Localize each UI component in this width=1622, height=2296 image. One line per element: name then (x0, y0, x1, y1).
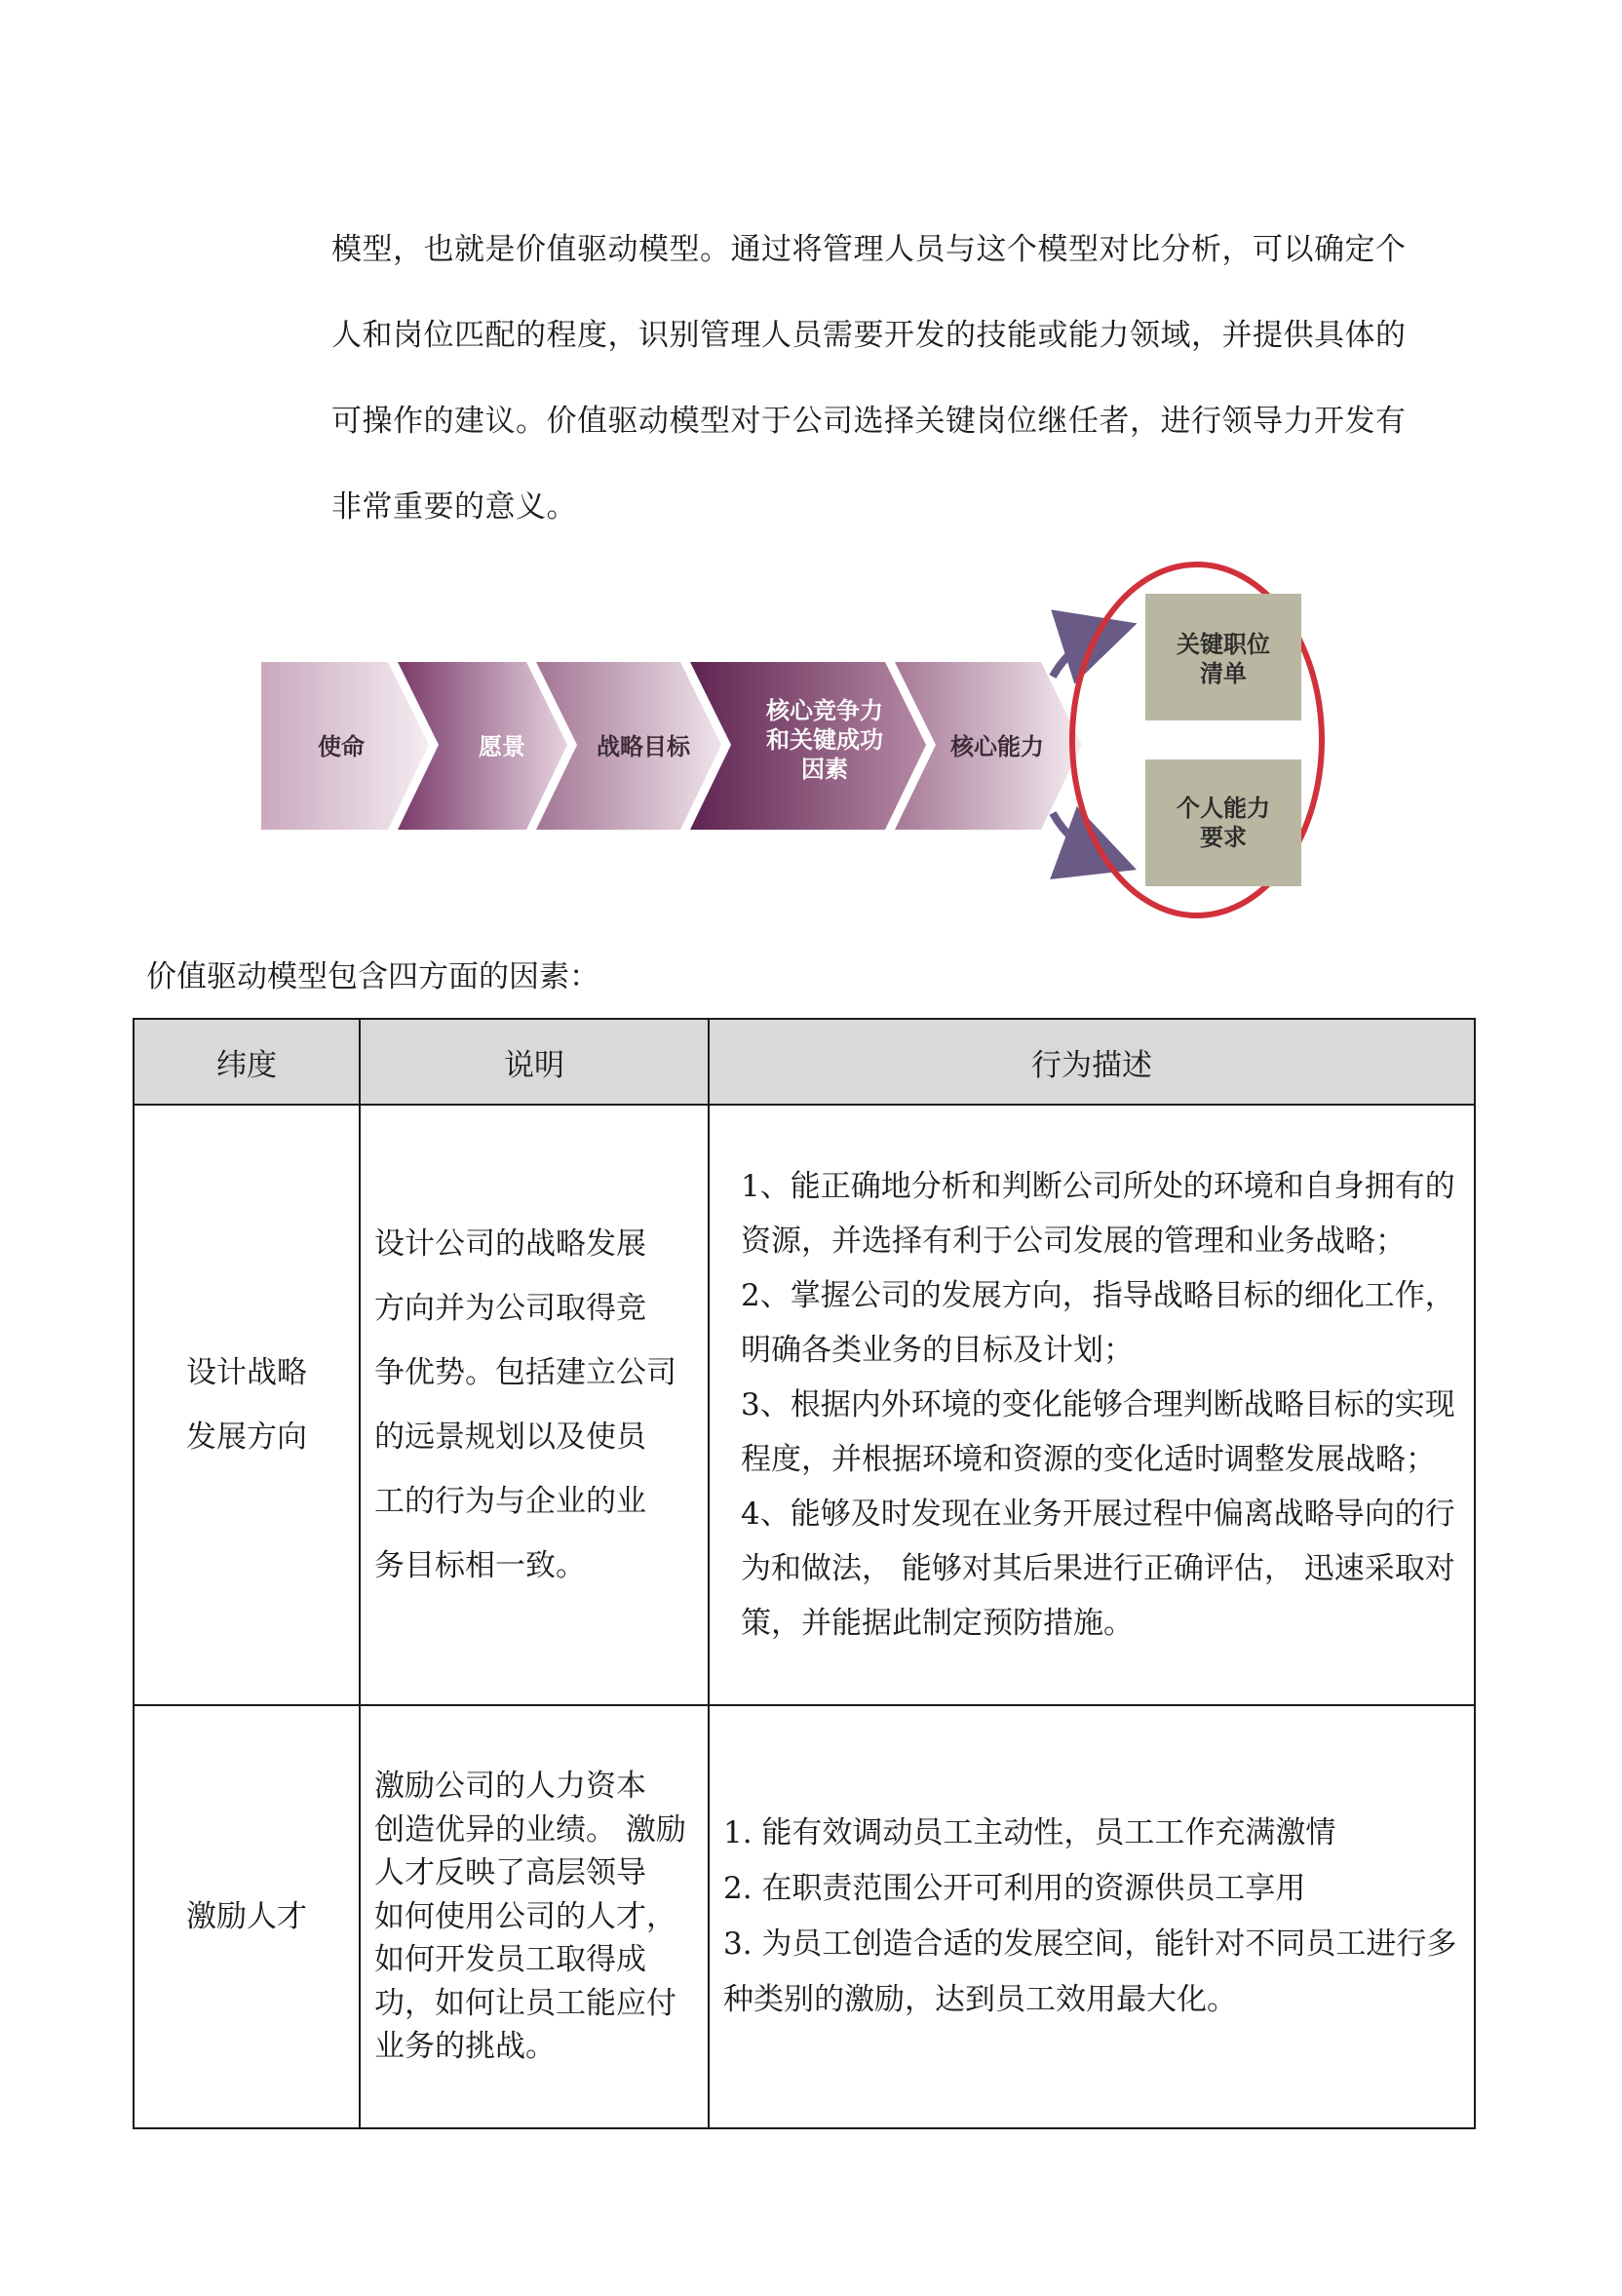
description-line: 激励公司的人力资本 (374, 1769, 646, 1805)
stage-label-2: 愿景 (479, 733, 525, 760)
paragraph-line: 人和岗位匹配的程度，识别管理人员需要开发的技能或能力领域，并提供具体的 (331, 318, 1407, 353)
header-description: 说明 (360, 1019, 709, 1105)
header-dimension: 纬度 (134, 1019, 360, 1105)
label-line: 和关键成功 (766, 726, 883, 754)
dimension-line: 发展方向 (186, 1420, 307, 1455)
table-row (134, 1705, 1475, 2128)
description-line: 方向并为公司取得竞 (374, 1291, 646, 1326)
diagram-canvas (261, 555, 1374, 919)
label-line: 核心竞争力 (766, 697, 883, 724)
label-line: 关键职位 (1177, 631, 1270, 658)
behavior-item: 3、根据内外环境的变化能够合理判断战略目标的实现程度，并根据环境和资源的变化适时调整发展战略； (741, 1387, 1455, 1477)
behavior-item: 2. 在职责范围公开可利用的资源供员工享用 (723, 1871, 1306, 1906)
stage-label-3: 战略目标 (597, 733, 690, 760)
description-line: 工的行为与企业的业 (374, 1484, 646, 1519)
behavior-item: 4、能够及时发现在业务开展过程中偏离战略导向的行为和做法， 能够对其后果进行正确评估， 迅速采取对策，并能据此制定预防措施。 (741, 1497, 1455, 1641)
behavior-cell (709, 1705, 1475, 2128)
stage-label-5: 核心能力 (950, 733, 1044, 760)
table-header-row (134, 1019, 1475, 1105)
table-caption: 价值驱动模型包含四方面的因素： (146, 959, 599, 994)
paragraph-line: 非常重要的意义。 (331, 489, 577, 525)
paragraph-line: 模型，也就是价值驱动模型。通过将管理人员与这个模型对比分析，可以确定个 (331, 232, 1407, 267)
label-line: 清单 (1200, 660, 1247, 687)
description-line: 如何使用公司的人才， (374, 1898, 676, 1934)
description-line: 创造优异的业绩。 激励 (374, 1811, 686, 1848)
label-line: 个人能力 (1177, 795, 1270, 822)
stage-label-1: 使命 (318, 733, 365, 760)
description-line: 的远景规划以及使员 (374, 1420, 646, 1455)
description-line: 功，如何让员工能应付 (374, 1985, 676, 2021)
label-line: 要求 (1200, 824, 1247, 851)
table-row (134, 1105, 1475, 1705)
dimension-line: 激励人才 (186, 1899, 307, 1934)
behavior-cell (709, 1105, 1475, 1705)
paragraph-line: 可操作的建议。价值驱动模型对于公司选择关键岗位继任者，进行领导力开发有 (331, 404, 1407, 439)
description-line: 如何开发员工取得成 (374, 1942, 646, 1978)
output-box-2 (1145, 759, 1301, 886)
dimension-cell (134, 1705, 360, 2128)
behavior-item: 3. 为员工创造合适的发展空间，能针对不同员工进行多种类别的激励，达到员工效用最大化。 (723, 1926, 1457, 2017)
dimension-line: 设计战略 (186, 1355, 307, 1390)
description-line: 业务的挑战。 (374, 2029, 556, 2065)
description-line: 争优势。包括建立公司 (374, 1355, 676, 1390)
dimension-cell (134, 1105, 360, 1705)
behavior-item: 1. 能有效调动员工主动性，员工工作充满激情 (723, 1815, 1336, 1850)
behavior-item: 1、能正确地分析和判断公司所处的环境和自身拥有的资源，并选择有利于公司发展的管理和业务战略； (741, 1169, 1455, 1259)
description-line: 人才反映了高层领导 (374, 1855, 646, 1891)
header-behavior: 行为描述 (709, 1019, 1475, 1105)
description-line: 设计公司的战略发展 (374, 1226, 646, 1262)
description-cell (360, 1105, 709, 1705)
value-driver-table (133, 1018, 1476, 2129)
description-cell (360, 1705, 709, 2128)
intro-paragraph (331, 207, 1413, 550)
value-driver-diagram (261, 555, 1374, 919)
behavior-item: 2、掌握公司的发展方向，指导战略目标的细化工作，明确各类业务的目标及计划； (741, 1278, 1455, 1368)
label-line: 因素 (801, 756, 848, 783)
description-line: 务目标相一致。 (374, 1548, 586, 1583)
